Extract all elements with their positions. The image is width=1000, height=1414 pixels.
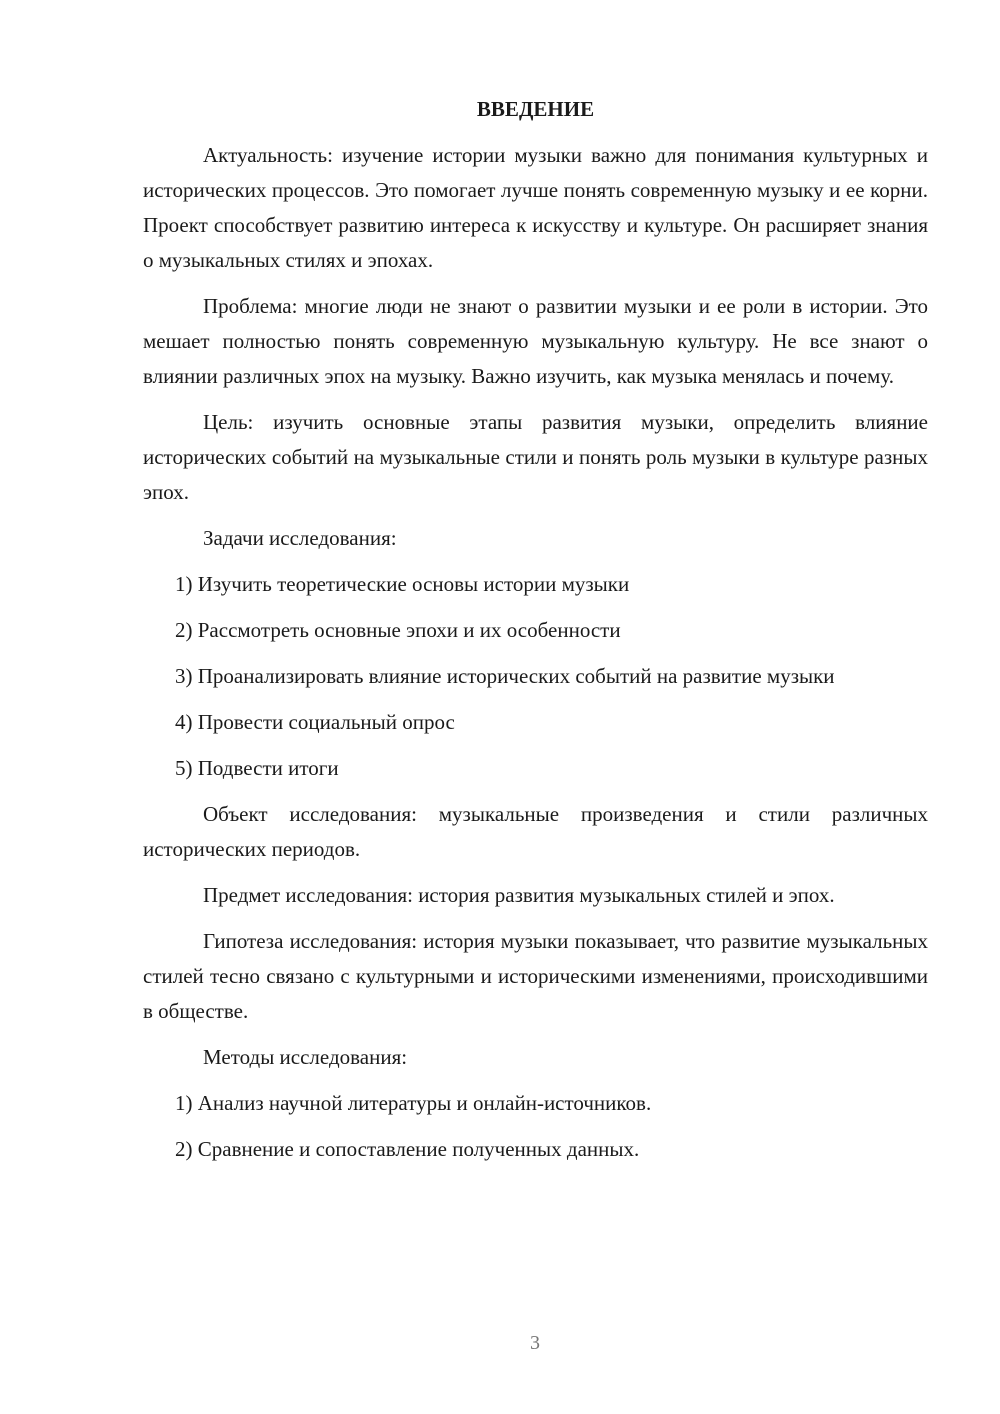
- relevance-paragraph: Актуальность: изучение истории музыки важно для понимания культурных и исторических процессов. Это помогает лучше понять современную музыку и ее корни. Проект способствует развитию интереса к искусству и культуре. Он расширяет знания о музыкальных стилях и эпохах.: [143, 143, 928, 272]
- task-item-1: 1) Изучить теоретические основы истории музыки: [175, 572, 630, 596]
- task-item-2: 2) Рассмотреть основные эпохи и их особенности: [175, 618, 621, 642]
- task-item-5: 5) Подвести итоги: [175, 756, 339, 780]
- methods-heading: Методы исследования:: [203, 1045, 408, 1069]
- page-number: 3: [530, 1332, 540, 1354]
- hypothesis-paragraph: Гипотеза исследования: история музыки показывает, что развитие музыкальных стилей тесно связано с культурными и историческими изменениями, происходившими в обществе.: [143, 929, 928, 1023]
- goal-paragraph: Цель: изучить основные этапы развития музыки, определить влияние исторических событий на музыкальные стили и понять роль музыки в культуре разных эпох.: [143, 410, 928, 504]
- object-paragraph: Объект исследования: музыкальные произведения и стили различных исторических периодов.: [143, 802, 928, 861]
- page-title: ВВЕДЕНИЕ: [476, 97, 595, 121]
- method-item-2: 2) Сравнение и сопоставление полученных данных.: [175, 1137, 640, 1161]
- tasks-heading: Задачи исследования:: [203, 526, 397, 550]
- method-item-1: 1) Анализ научной литературы и онлайн-источников.: [175, 1091, 652, 1115]
- subject-paragraph: Предмет исследования: история развития музыкальных стилей и эпох.: [203, 883, 835, 907]
- problem-paragraph: Проблема: многие люди не знают о развитии музыки и ее роли в истории. Это мешает полностью понять современную музыкальную культуру. Не все знают о влиянии различных эпох на музыку. Важно изучить, как музыка менялась и почему.: [143, 294, 928, 388]
- document-page: [143, 92, 928, 1178]
- task-item-4: 4) Провести социальный опрос: [175, 710, 455, 734]
- task-item-3: 3) Проанализировать влияние исторических событий на развитие музыки: [175, 664, 835, 688]
